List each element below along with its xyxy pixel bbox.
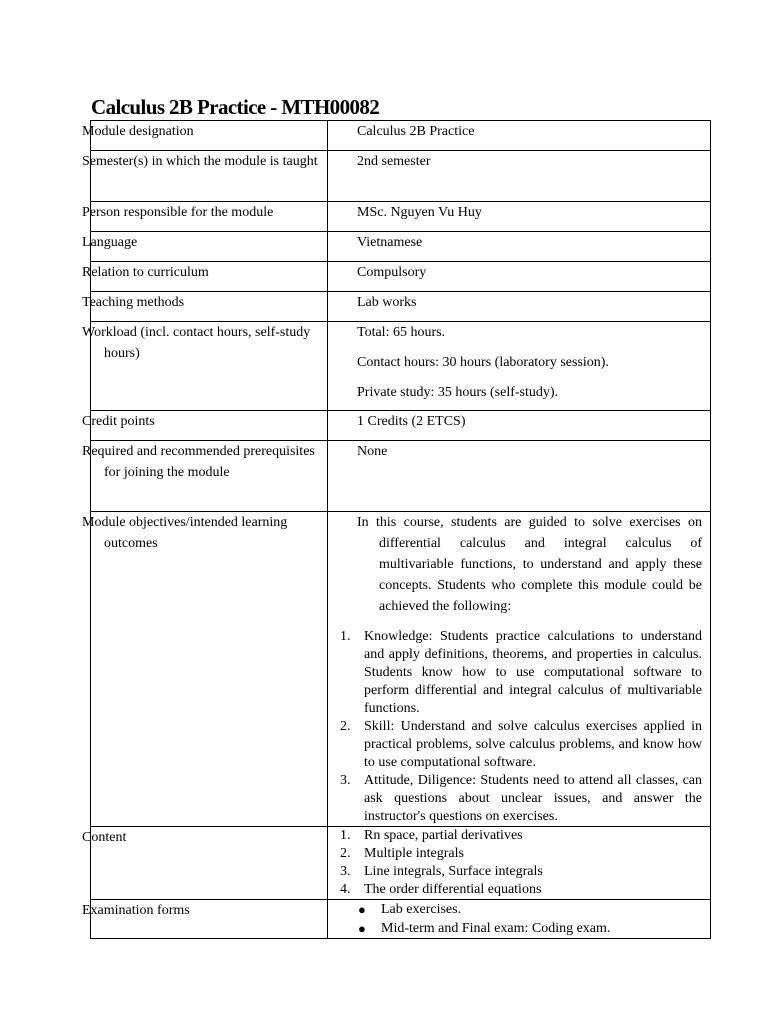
row-label: Credit points	[91, 411, 328, 441]
workload-contact: Contact hours: 30 hours (laboratory session).	[357, 355, 609, 370]
row-value	[328, 900, 711, 939]
row-value: Vietnamese	[328, 232, 711, 262]
row-label: Module objectives/intended learning outcomes	[91, 512, 328, 827]
table-row	[91, 411, 711, 441]
content-list	[328, 827, 710, 899]
row-value: Lab works	[328, 292, 711, 322]
row-value: 1 Credits (2 ETCS)	[328, 411, 711, 441]
row-label: Required and recommended prerequisites for joining the module	[91, 441, 328, 512]
list-item: 3. Attitude, Diligence: Students need to attend all classes, can ask questions about unclear issues, and answer the instructor's questions on exercises.	[340, 773, 702, 824]
exam-list	[328, 900, 710, 938]
table-row	[91, 441, 711, 512]
list-item: ● Lab exercises.	[358, 902, 462, 917]
row-label: Examination forms	[91, 900, 328, 939]
workload-total: Total: 65 hours.	[357, 325, 446, 340]
page-title: Calculus 2B Practice - MTH00082	[91, 95, 380, 119]
row-value: MSc. Nguyen Vu Huy	[328, 202, 711, 232]
row-label: Content	[91, 827, 328, 900]
list-item: 2. Skill: Understand and solve calculus exercises applied in practical problems, solve calculus problems, and know how to use computational software.	[340, 719, 702, 770]
list-item: 4. The order differential equations	[340, 882, 542, 897]
table-row	[91, 292, 711, 322]
table-row	[91, 512, 711, 827]
table-row	[91, 232, 711, 262]
table-row	[91, 262, 711, 292]
objectives-list	[328, 628, 710, 826]
row-value: None	[328, 441, 711, 512]
row-value: Calculus 2B Practice	[328, 121, 711, 151]
table-row	[91, 900, 711, 939]
row-label: Workload (incl. contact hours, self-study hours)	[91, 322, 328, 411]
row-value	[328, 827, 711, 900]
row-label: Relation to curriculum	[91, 262, 328, 292]
row-label: Language	[91, 232, 328, 262]
row-value: 2nd semester	[328, 151, 711, 202]
table-row	[91, 202, 711, 232]
row-label: Module designation	[91, 121, 328, 151]
module-table	[82, 120, 711, 939]
row-value: Compulsory	[328, 262, 711, 292]
row-label: Person responsible for the module	[91, 202, 328, 232]
table-row	[91, 827, 711, 900]
table-row	[91, 322, 711, 411]
list-item: 3. Line integrals, Surface integrals	[340, 864, 543, 879]
workload-private: Private study: 35 hours (self-study).	[357, 385, 559, 400]
row-label: Teaching methods	[91, 292, 328, 322]
row-label: Semester(s) in which the module is taught	[91, 151, 328, 202]
list-item: 1. Rn space, partial derivatives	[340, 828, 523, 843]
objectives-intro: In this course, students are guided to solve exercises on differential calculus and integral calculus of multivariable functions, to understand and apply these concepts. Students who complete this module could be achieved the following:	[357, 515, 702, 614]
table-row	[91, 121, 711, 151]
table-row	[91, 151, 711, 202]
list-item: ● Mid-term and Final exam: Coding exam.	[358, 921, 611, 936]
list-item: 1. Knowledge: Students practice calculations to understand and apply definitions, theorems, and properties in calculus. Students know how to use computational software to perform differential and integral calculus of multivariable functions.	[340, 629, 702, 716]
bullet-icon: ●	[358, 921, 366, 936]
list-item: 2. Multiple integrals	[340, 846, 464, 861]
row-value	[328, 512, 711, 827]
bullet-icon: ●	[358, 902, 366, 917]
row-value	[328, 322, 711, 411]
